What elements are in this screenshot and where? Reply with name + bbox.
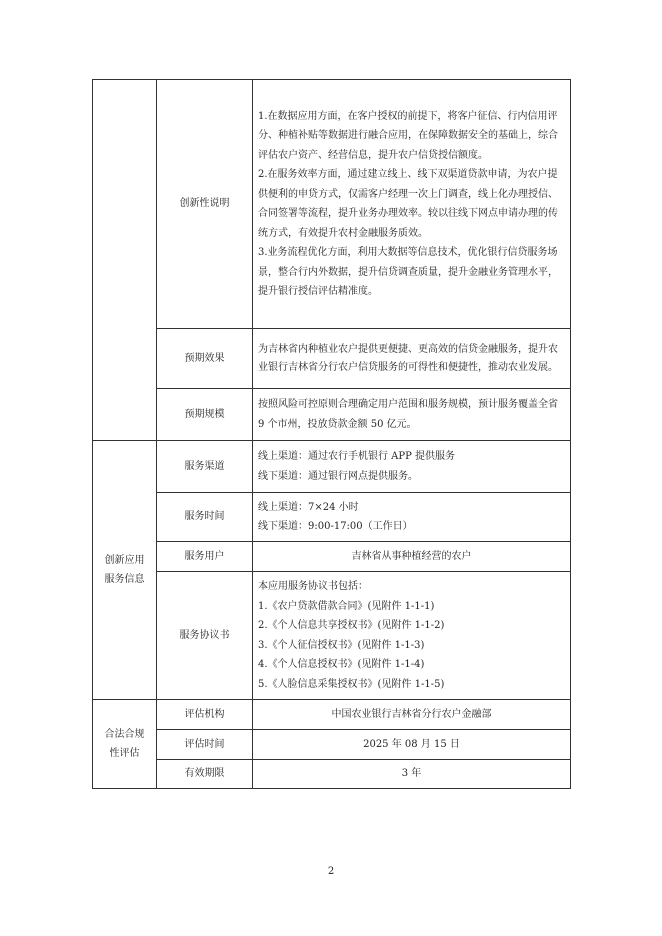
- label-eval-org: 评估机构: [157, 700, 253, 730]
- value-service-channel: [253, 441, 571, 493]
- label-service-time: 服务时间: [157, 493, 253, 542]
- row-service-time: [93, 493, 571, 542]
- row-service-channel: [93, 441, 571, 493]
- row-validity: [93, 760, 571, 789]
- section-compliance-title-line1: 合法合规: [104, 728, 145, 740]
- innovation-paragraph: 2.在服务效率方面，通过建立线上、线下双渠道贷款申请，为农户提供便利的申贷方式，仅需客户经理一次上门调查，线上化办理授信、合同签署等流程，提升业务办理效率。较以往线下网点申请办理的传统方式，有效提升农村金融服务质效。: [258, 169, 558, 239]
- row-expected-effect: [93, 329, 571, 389]
- value-service-agreement: [253, 572, 571, 700]
- agreement-line: 4.《个人信息授权书》(见附件 1-1-4): [258, 659, 425, 670]
- innovation-paragraph: 3.业务流程优化方面，利用大数据等信息技术，优化银行信贷服务场景，整合行内外数据，提升信贷调查质量，提升金融业务管理水平，提升银行授信评估精准度。: [258, 247, 558, 297]
- value-service-users: 吉林省从事种植经营的农户: [253, 542, 571, 572]
- agreement-line: 1.《农户贷款借款合同》(见附件 1-1-1): [258, 600, 435, 612]
- value-expected-effect: 为吉林省内种植业农户提供更便捷、更高效的信贷金融服务，提升农业银行吉林省分行农户信贷服务的可得性和便捷性，推动农业发展。: [253, 329, 571, 389]
- value-innovation-desc: [253, 80, 571, 329]
- label-eval-date: 评估时间: [157, 730, 253, 760]
- value-validity: 3 年: [253, 760, 571, 789]
- agreement-line: 5.《人脸信息采集授权书》(见附件 1-1-5): [258, 678, 445, 690]
- label-expected-effect: 预期效果: [157, 329, 253, 389]
- time-line: 线上渠道：7×24 小时: [258, 501, 359, 513]
- agreement-line: 本应用服务协议书包括：: [258, 581, 368, 592]
- label-innovation-desc: 创新性说明: [157, 80, 253, 329]
- label-service-agreement: 服务协议书: [157, 572, 253, 700]
- section-service-title: [93, 441, 157, 700]
- channel-line: 线上渠道：通过农行手机银行 APP 提供服务: [258, 451, 456, 462]
- channel-line: 线下渠道：通过银行网点提供服务。: [258, 470, 418, 482]
- row-eval-org: [93, 700, 571, 730]
- section-service-title-line2: 服务信息: [104, 574, 145, 585]
- agreement-line: 2.《个人信息共享授权书》(见附件 1-1-2): [258, 620, 445, 631]
- agreement-line: 3.《个人征信授权书》(见附件 1-1-3): [258, 639, 425, 651]
- section-compliance-title-line2: 性评估: [109, 748, 140, 759]
- row-expected-scale: [93, 389, 571, 441]
- label-service-channel: 服务渠道: [157, 441, 253, 493]
- page-number: 2: [327, 866, 335, 877]
- row-service-agreement: [93, 572, 571, 700]
- section-innovation-cell: [93, 80, 157, 441]
- value-eval-date: 2025 年 08 月 15 日: [253, 730, 571, 760]
- label-service-users: 服务用户: [157, 542, 253, 572]
- innovation-paragraph: 1.在数据应用方面，在客户授权的前提下，将客户征信、行内信用评分、种植补贴等数据进行融合应用，在保障数据安全的基础上，综合评估农户资产、经营信息，提升农户信贷授信额度。: [258, 110, 558, 161]
- label-validity: 有效期限: [157, 760, 253, 789]
- row-service-users: [93, 542, 571, 572]
- time-line: 线下渠道：9:00-17:00（工作日）: [258, 521, 413, 532]
- value-service-time: [253, 493, 571, 542]
- section-service-title-line1: 创新应用: [104, 554, 145, 566]
- service-info-table: [92, 79, 571, 789]
- label-expected-scale: 预期规模: [157, 389, 253, 441]
- section-compliance-title: [93, 700, 157, 789]
- value-expected-scale: 按照风险可控原则合理确定用户范围和服务规模，预计服务覆盖全省 9 个市州，投放贷款金额 50 亿元。: [253, 389, 571, 441]
- row-eval-date: [93, 730, 571, 760]
- value-eval-org: 中国农业银行吉林省分行农户金融部: [253, 700, 571, 730]
- row-innovation-desc: [93, 80, 571, 329]
